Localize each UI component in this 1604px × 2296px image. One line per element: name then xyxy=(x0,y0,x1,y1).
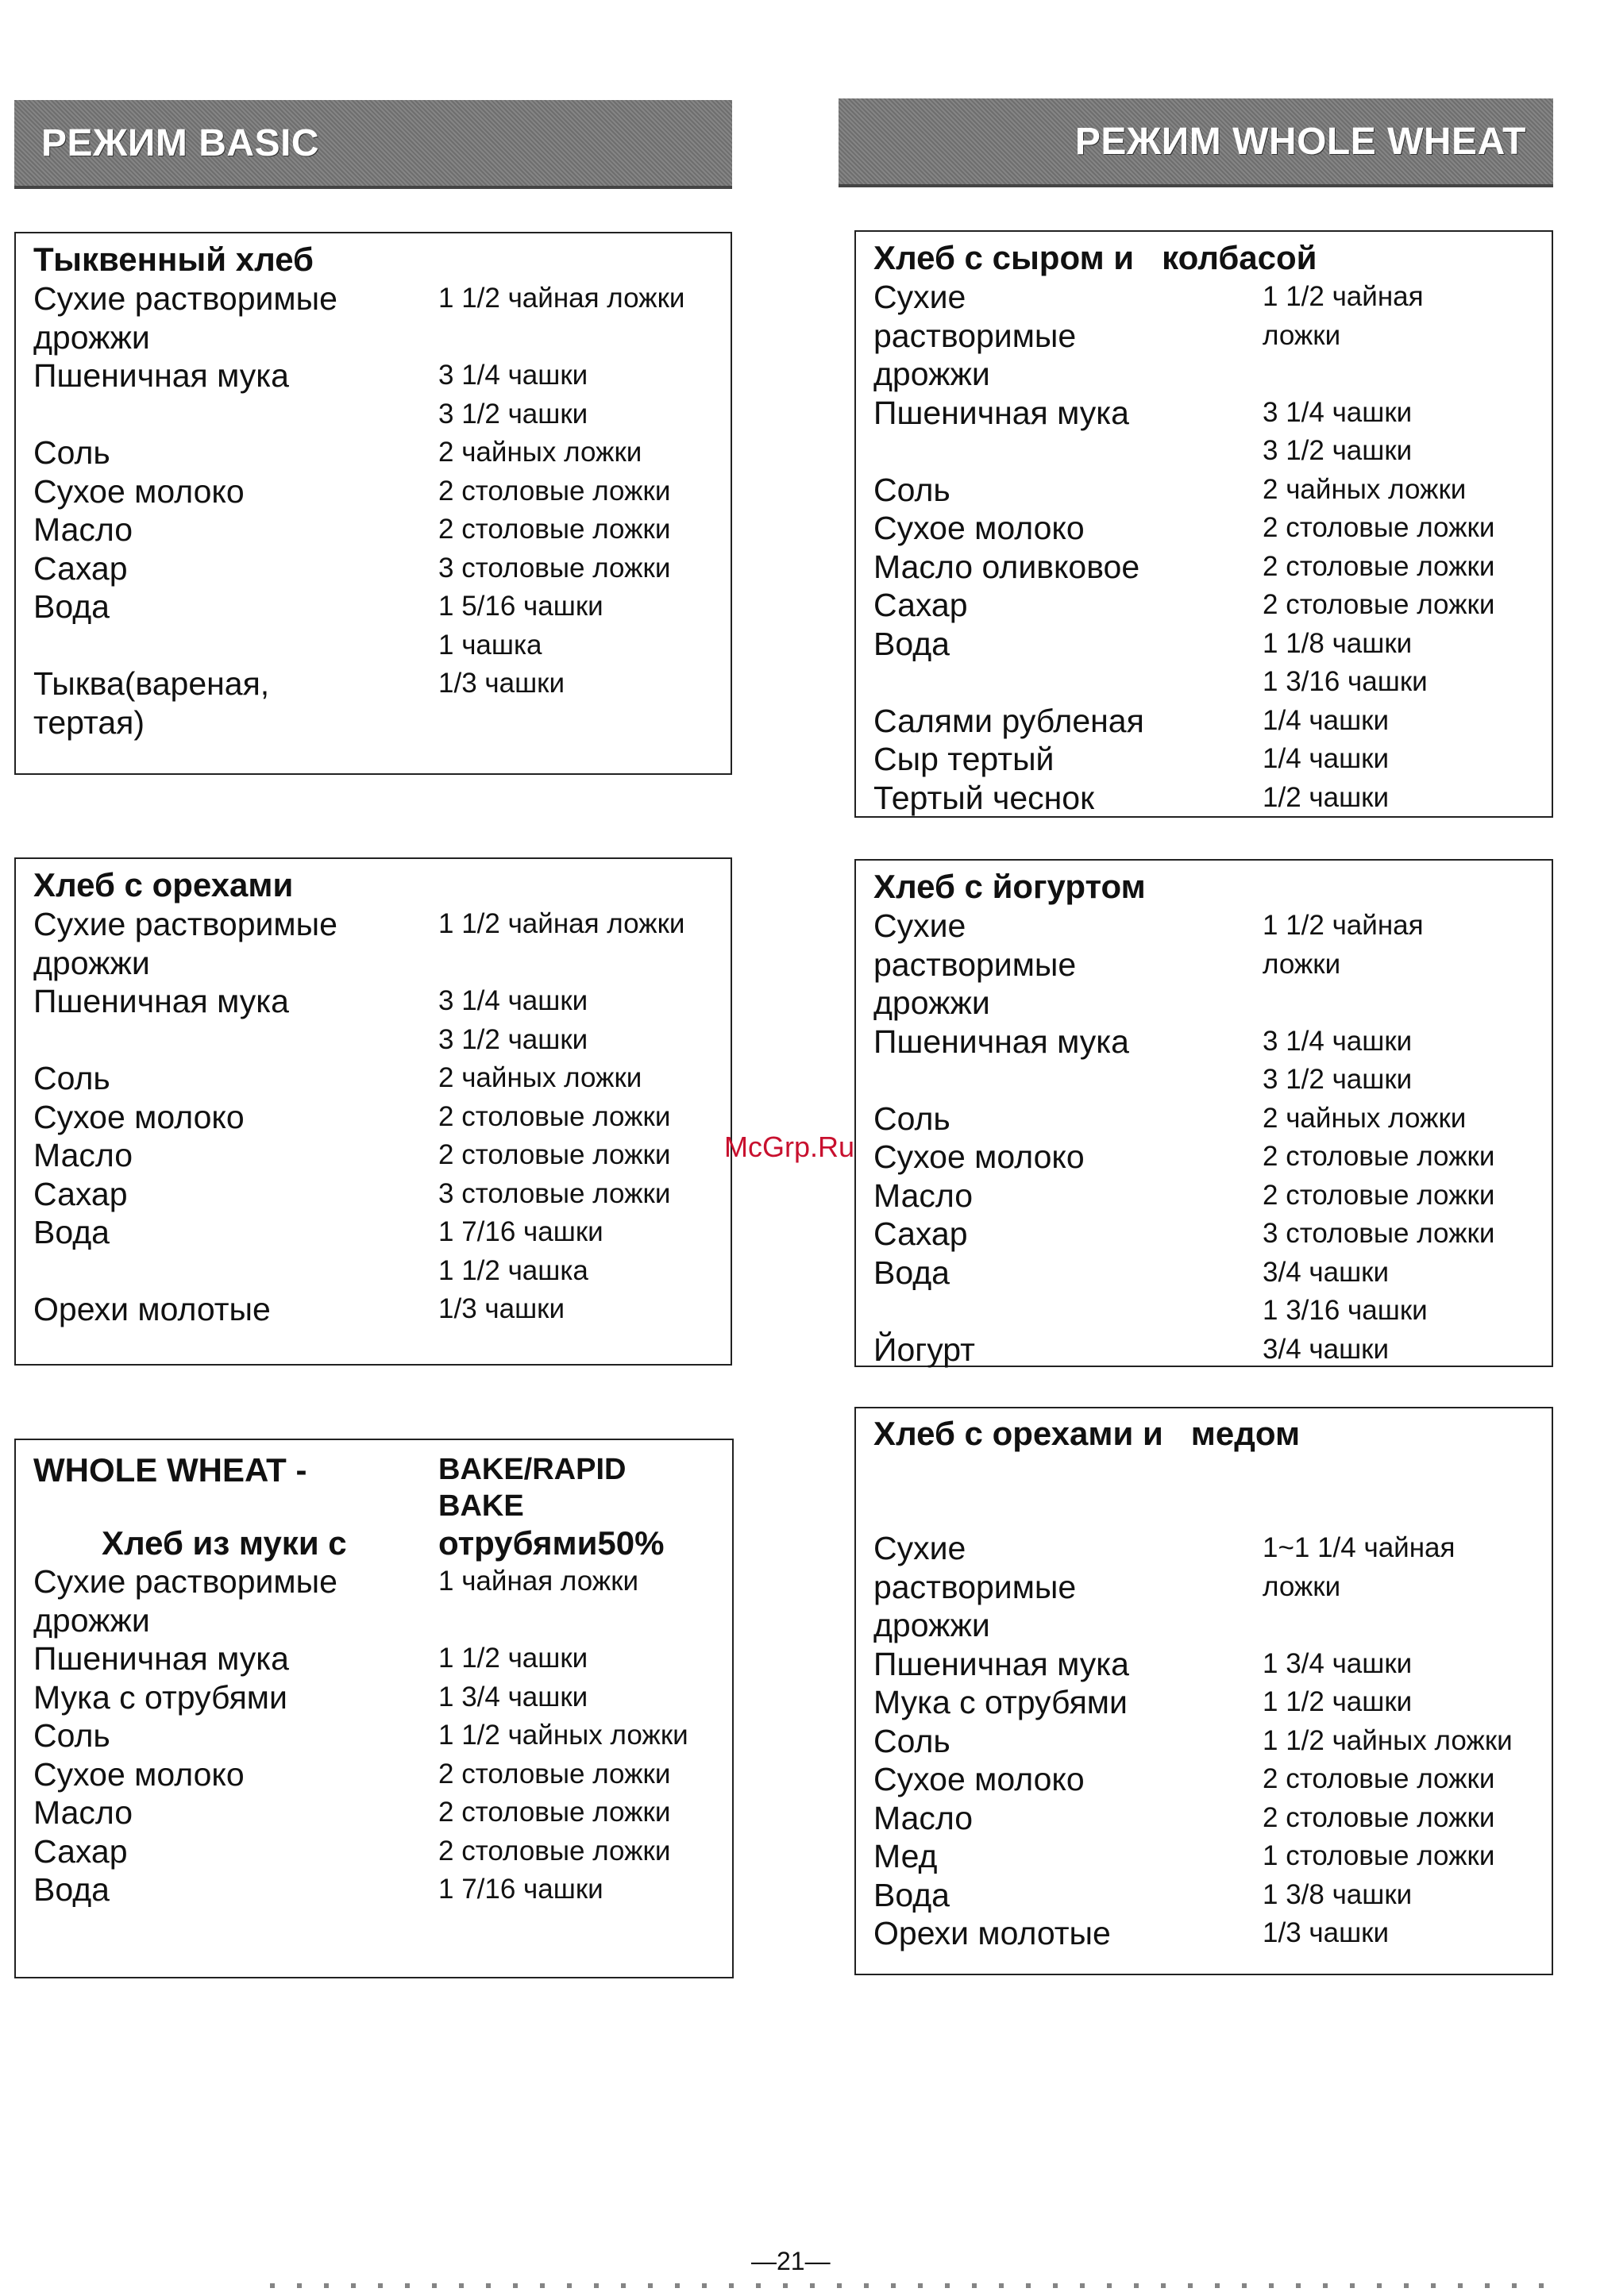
ingredient-list xyxy=(33,1562,716,1909)
ingredient-row xyxy=(873,1100,1536,1138)
ingredient-quantity: 3/4 чашки xyxy=(1263,1333,1390,1365)
ingredient-row xyxy=(873,1331,1536,1370)
recipe-title: Хлеб с орехами и медом xyxy=(873,1415,1301,1452)
ingredient-row xyxy=(33,433,715,472)
ingredient-quantity: 1 1/2 чайная ложки xyxy=(438,283,685,314)
ingredient-name: Вода xyxy=(873,625,950,662)
ingredient-list xyxy=(873,1529,1536,1953)
ingredient-row xyxy=(873,278,1536,394)
ingredient-name: Салями рубленая xyxy=(873,702,1144,739)
ingredient-quantity: 2 столовые ложки xyxy=(438,475,671,507)
ingredient-quantity: 2 столовые ложки xyxy=(438,514,671,545)
ingredient-name: Вода xyxy=(873,1254,950,1291)
ingredient-row xyxy=(33,510,715,549)
ingredient-row xyxy=(33,472,715,511)
ingredient-row xyxy=(33,1832,716,1871)
recipe-mode-label: WHOLE WHEAT - xyxy=(33,1451,307,1489)
ingredient-name: Сыр тертый xyxy=(873,741,1055,777)
ingredient-name: Сахар xyxy=(873,1215,968,1252)
ingredient-row xyxy=(33,1136,715,1175)
ingredient-quantity: 1 1/8 чашки 1 3/16 чашки xyxy=(1263,627,1428,697)
ingredient-quantity: 2 столовые ложки xyxy=(1263,1801,1495,1833)
ingredient-name: Сухие растворимые дрожжи xyxy=(33,906,337,981)
recipe-title: Тыквенный хлеб xyxy=(33,241,314,278)
ingredient-row xyxy=(33,1290,715,1329)
ingredient-quantity: 1~1 1/4 чайная ложки xyxy=(1263,1532,1456,1602)
ingredient-quantity: 2 столовые ложки xyxy=(1263,550,1495,582)
ingredient-row xyxy=(33,356,715,433)
ingredient-quantity: 2 столовые ложки xyxy=(1263,589,1495,620)
ingredient-name: Соль xyxy=(33,434,110,471)
ingredient-name: Масло xyxy=(33,511,133,548)
ingredient-quantity: 1 1/2 чайная ложки xyxy=(1263,910,1424,980)
ingredient-row xyxy=(873,1837,1536,1876)
section-header-whole-wheat xyxy=(839,98,1553,187)
ingredient-name: Мед xyxy=(873,1838,938,1874)
ingredient-name: Масло xyxy=(873,1799,974,1836)
ingredient-name: Вода xyxy=(33,1214,110,1250)
ingredient-quantity: 3 столовые ложки xyxy=(1263,1218,1495,1249)
ingredient-row xyxy=(33,1213,715,1290)
ingredient-name: Орехи молотые xyxy=(33,1291,271,1327)
ingredient-row xyxy=(33,1755,716,1794)
ingredient-name: Сухие растворимые дрожжи xyxy=(873,907,1077,1021)
recipe-box-yogurt xyxy=(854,859,1553,1367)
ingredient-name: Вода xyxy=(873,1876,950,1913)
ingredient-quantity: 2 столовые ложки xyxy=(1263,1141,1495,1172)
ingredient-quantity: 2 чайных ложки xyxy=(1263,473,1467,505)
recipe-title-part-2: отрубями50% xyxy=(438,1524,665,1562)
ingredient-quantity: 1/3 чашки xyxy=(1263,1917,1390,1948)
section-header-basic xyxy=(14,100,732,189)
section-header-basic-text: РЕЖИМ BASIC xyxy=(41,121,320,164)
ingredient-name: Сахар xyxy=(33,1832,128,1870)
ingredient-name: Соль xyxy=(873,1100,950,1137)
ingredient-row xyxy=(873,779,1536,818)
ingredient-row xyxy=(33,982,715,1059)
ingredient-row xyxy=(873,1529,1536,1645)
ingredient-row xyxy=(873,471,1536,510)
ingredient-row xyxy=(33,549,715,588)
ingredient-quantity: 1 1/2 чайная ложки xyxy=(1263,281,1424,351)
ingredient-list xyxy=(33,279,715,742)
ingredient-name: Масло xyxy=(873,1177,974,1214)
ingredient-row xyxy=(873,1215,1536,1254)
ingredient-quantity: 3 столовые ложки xyxy=(438,1177,671,1209)
ingredient-quantity: 1 3/8 чашки xyxy=(1263,1878,1413,1910)
ingredient-quantity: 1 чайная ложки xyxy=(438,1566,639,1597)
ingredient-quantity: 3 столовые ложки xyxy=(438,552,671,584)
recipe-title: Хлеб с орехами xyxy=(33,866,294,903)
ingredient-list xyxy=(873,278,1536,817)
ingredient-name: Вода xyxy=(33,1871,110,1908)
ingredient-quantity: 2 столовые ложки xyxy=(1263,1179,1495,1211)
ingredient-row xyxy=(873,1254,1536,1331)
ingredient-list xyxy=(873,907,1536,1369)
ingredient-quantity: 2 чайных ложки xyxy=(438,437,642,468)
ingredient-row xyxy=(873,1722,1536,1761)
ingredient-name: Сахар xyxy=(33,1175,128,1212)
ingredient-row xyxy=(33,1175,715,1214)
recipe-title: Хлеб с сыром и колбасой xyxy=(873,239,1317,276)
ingredient-quantity: 1/3 чашки xyxy=(438,668,565,699)
ingredient-row xyxy=(873,586,1536,625)
ingredient-name: Сухие растворимые дрожжи xyxy=(33,280,337,356)
ingredient-name: Масло xyxy=(33,1794,133,1831)
ingredient-row xyxy=(873,394,1536,471)
ingredient-quantity: 2 столовые ложки xyxy=(438,1100,671,1132)
ingredient-row xyxy=(873,907,1536,1023)
ingredient-row xyxy=(33,1639,716,1678)
ingredient-name: Пшеничная мука xyxy=(33,983,289,1019)
ingredient-name: Сахар xyxy=(873,587,968,623)
ingredient-row xyxy=(873,548,1536,587)
ingredient-name: Соль xyxy=(33,1717,110,1754)
ingredient-quantity: 1 столовые ложки xyxy=(1263,1840,1495,1871)
ingredient-quantity: 1 1/2 чайных ложки xyxy=(438,1720,688,1751)
ingredient-quantity: 1 7/16 чашки xyxy=(438,1874,603,1905)
ingredient-name: Мука с отрубями xyxy=(873,1684,1128,1720)
ingredient-quantity: 1 1/2 чайных ложки xyxy=(1263,1724,1513,1756)
ingredient-name: Мука с отрубями xyxy=(33,1678,287,1716)
ingredient-list xyxy=(33,905,715,1329)
ingredient-row xyxy=(873,625,1536,702)
recipe-heading xyxy=(33,1447,716,1562)
ingredient-row xyxy=(873,1914,1536,1953)
ingredient-row xyxy=(33,665,715,742)
ingredient-name: Соль xyxy=(873,1722,950,1759)
ingredient-quantity: 3/4 чашки 1 3/16 чашки xyxy=(1263,1256,1428,1326)
ingredient-name: Сухие растворимые дрожжи xyxy=(873,279,1077,392)
scan-artifact-strip xyxy=(270,2283,1556,2288)
ingredient-quantity: 1 1/2 чашки xyxy=(438,1643,588,1674)
ingredient-name: Соль xyxy=(33,1060,110,1096)
ingredient-row xyxy=(873,740,1536,779)
ingredient-row xyxy=(33,1562,716,1639)
ingredient-row xyxy=(33,1098,715,1137)
recipe-box-nuts xyxy=(14,857,732,1366)
ingredient-name: Пшеничная мука xyxy=(33,357,289,394)
ingredient-name: Соль xyxy=(873,471,950,508)
ingredient-name: Тыква(вареная, тертая) xyxy=(33,665,270,741)
ingredient-quantity: 1 1/2 чайная ложки xyxy=(438,908,685,939)
ingredient-row xyxy=(33,905,715,982)
ingredient-quantity: 2 столовые ложки xyxy=(438,1139,671,1170)
ingredient-name: Сухие растворимые дрожжи xyxy=(873,1530,1077,1643)
ingredient-name: Сухое молоко xyxy=(873,1138,1085,1175)
ingredient-name: Сухое молоко xyxy=(33,472,245,510)
ingredient-row xyxy=(33,279,715,356)
recipe-box-pumpkin xyxy=(14,232,732,775)
ingredient-name: Сухое молоко xyxy=(33,1755,245,1793)
recipe-box-cheese-sausage xyxy=(854,230,1553,818)
ingredient-name: Пшеничная мука xyxy=(873,394,1129,431)
ingredient-name: Масло оливковое xyxy=(873,548,1140,585)
ingredient-quantity: 1/3 чашки xyxy=(438,1293,565,1324)
ingredient-row xyxy=(873,1177,1536,1215)
ingredient-quantity: 1 1/2 чашки xyxy=(1263,1686,1413,1717)
ingredient-name: Сухое молоко xyxy=(873,510,1085,546)
ingredient-name: Орехи молотые xyxy=(873,1915,1111,1951)
ingredient-row xyxy=(33,1870,716,1909)
ingredient-quantity: 2 столовые ложки xyxy=(1263,1763,1495,1794)
ingredient-quantity: 1/4 чашки xyxy=(1263,704,1390,736)
ingredient-quantity: 1/4 чашки xyxy=(1263,743,1390,774)
ingredient-quantity: 2 столовые ложки xyxy=(438,1758,671,1789)
section-header-whole-wheat-text: РЕЖИМ WHOLE WHEAT xyxy=(1074,120,1526,163)
recipe-mode-program: BAKE/RAPID BAKE xyxy=(438,1453,627,1523)
ingredient-row xyxy=(873,1138,1536,1177)
ingredient-quantity: 2 столовые ложки xyxy=(1263,512,1495,543)
ingredient-quantity: 2 чайных ложки xyxy=(1263,1102,1467,1134)
page-number: —21— xyxy=(751,2247,831,2275)
ingredient-name: Вода xyxy=(33,588,110,625)
ingredient-row xyxy=(873,1683,1536,1722)
ingredient-row xyxy=(873,1876,1536,1915)
ingredient-quantity: 3 1/4 чашки 3 1/2 чашки xyxy=(1263,396,1413,466)
ingredient-row xyxy=(873,1645,1536,1684)
ingredient-quantity: 2 чайных ложки xyxy=(438,1062,642,1093)
ingredient-row xyxy=(873,1023,1536,1100)
ingredient-row xyxy=(873,509,1536,548)
ingredient-name: Сухое молоко xyxy=(33,1098,245,1135)
recipe-title: Хлеб с йогуртом xyxy=(873,868,1146,905)
ingredient-row xyxy=(873,1799,1536,1838)
ingredient-row xyxy=(33,587,715,665)
ingredient-name: Сухие растворимые дрожжи xyxy=(33,1563,337,1639)
ingredient-name: Йогурт xyxy=(873,1331,975,1368)
recipe-box-nuts-honey xyxy=(854,1407,1553,1975)
ingredient-row xyxy=(33,1678,716,1717)
ingredient-name: Пшеничная мука xyxy=(33,1640,289,1677)
ingredient-name: Сахар xyxy=(33,549,128,587)
ingredient-quantity: 2 столовые ложки xyxy=(438,1797,671,1828)
ingredient-name: Пшеничная мука xyxy=(873,1645,1129,1682)
ingredient-quantity: 3 1/4 чашки 3 1/2 чашки xyxy=(1263,1025,1413,1095)
ingredient-quantity: 1 5/16 чашки 1 чашка xyxy=(438,591,603,661)
ingredient-quantity: 1 3/4 чашки xyxy=(1263,1647,1413,1679)
ingredient-name: Тертый чеснок xyxy=(873,779,1095,816)
recipe-box-bran xyxy=(14,1439,734,1978)
ingredient-quantity: 1/2 чашки xyxy=(1263,781,1390,813)
ingredient-name: Масло xyxy=(33,1137,133,1173)
ingredient-row xyxy=(873,1760,1536,1799)
ingredient-row xyxy=(873,702,1536,741)
ingredient-row xyxy=(33,1059,715,1098)
watermark: McGrp.Ru xyxy=(724,1131,855,1163)
ingredient-name: Сухое молоко xyxy=(873,1761,1085,1797)
ingredient-quantity: 1 3/4 чашки xyxy=(438,1681,588,1712)
ingredient-quantity: 3 1/4 чашки 3 1/2 чашки xyxy=(438,985,588,1055)
ingredient-quantity: 3 1/4 чашки 3 1/2 чашки xyxy=(438,360,588,430)
ingredient-row xyxy=(33,1716,716,1755)
ingredient-name: Пшеничная мука xyxy=(873,1023,1129,1060)
ingredient-quantity: 1 7/16 чашки 1 1/2 чашка xyxy=(438,1216,603,1286)
ingredient-quantity: 2 столовые ложки xyxy=(438,1835,671,1866)
ingredient-row xyxy=(33,1793,716,1832)
recipe-title-part-1: Хлеб из муки с xyxy=(102,1524,347,1562)
